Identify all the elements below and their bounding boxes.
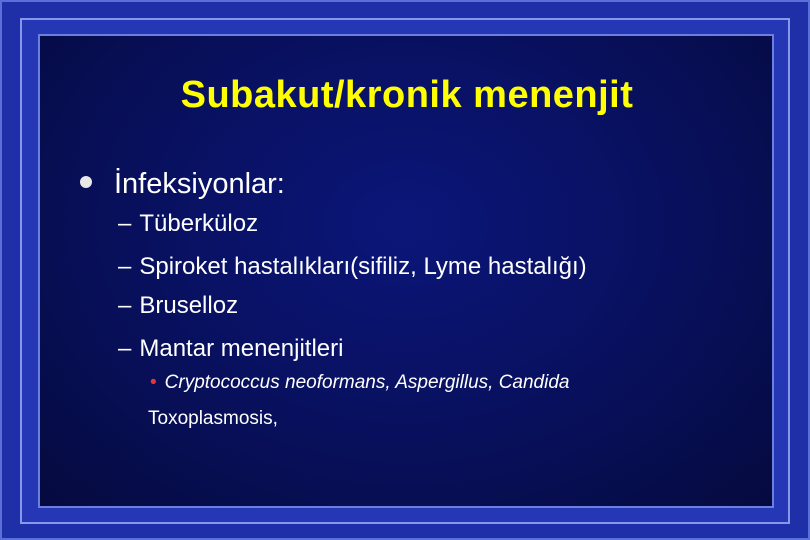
list-item-bruselloz bbox=[118, 292, 238, 320]
sub-list-item-text: Cryptococcus neoformans, Aspergillus, Candida bbox=[164, 372, 570, 393]
main-bullet-text: İnfeksiyonlar: bbox=[114, 168, 285, 200]
sub-list-item-fungi bbox=[150, 372, 569, 394]
list-item-tuberkuloz bbox=[118, 210, 258, 238]
dash-bullet: – bbox=[118, 210, 132, 237]
sub-bullet-dot-icon: • bbox=[150, 372, 157, 393]
dash-bullet: – bbox=[118, 335, 132, 362]
list-item-spiroket bbox=[118, 253, 587, 281]
list-item-text: Mantar menenjitleri bbox=[139, 335, 344, 362]
list-item-mantar bbox=[118, 335, 343, 363]
dash-bullet: – bbox=[118, 253, 132, 280]
trailing-text: Toxoplasmosis, bbox=[148, 408, 278, 429]
list-item-text: Tüberküloz bbox=[139, 210, 259, 237]
list-item-text: Bruselloz bbox=[139, 292, 239, 319]
main-bullet bbox=[80, 168, 285, 201]
list-item-text: Spiroket hastalıkları(sifiliz, Lyme hastalığı) bbox=[139, 253, 587, 280]
slide-title: Subakut/kronik menenjit bbox=[180, 74, 634, 116]
bullet-dot-icon bbox=[80, 176, 92, 188]
dash-bullet: – bbox=[118, 292, 132, 319]
